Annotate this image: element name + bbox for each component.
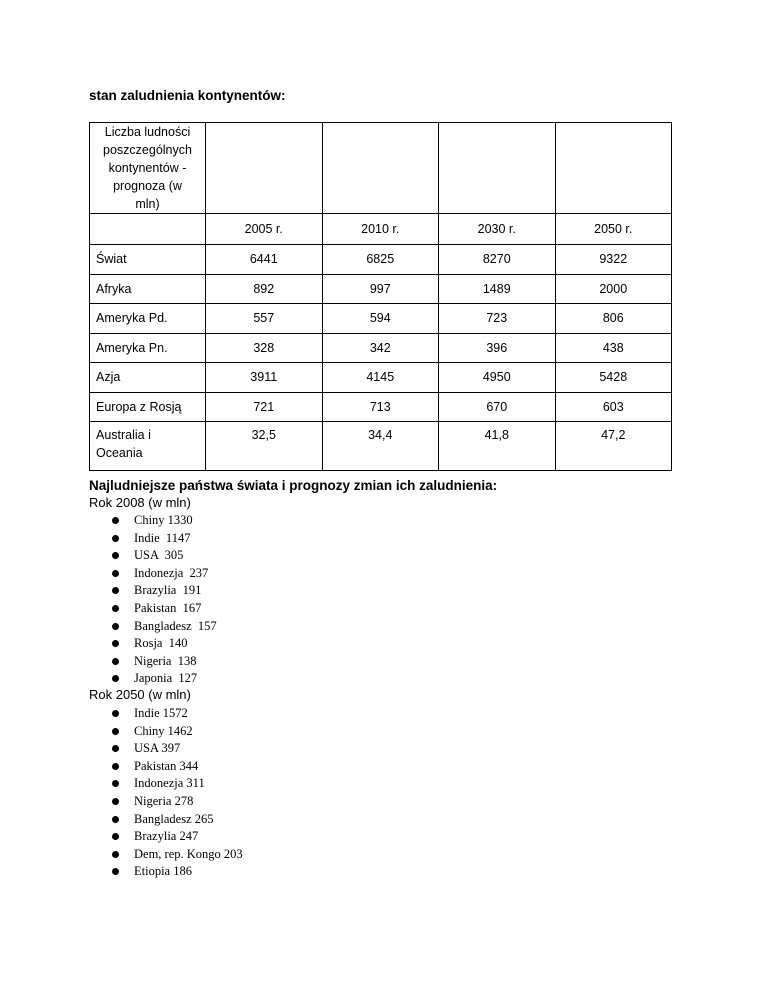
list-item (0, 653, 217, 671)
list-item-text: Indonezja 311 (134, 776, 205, 791)
table-cell: 3911 (206, 363, 323, 393)
table-cell: 6825 (322, 245, 439, 275)
list-item (0, 758, 243, 776)
bullet-icon (112, 745, 119, 752)
list-item-text: Japonia 127 (134, 671, 198, 686)
bullet-icon (112, 640, 119, 647)
empty-cell (206, 123, 323, 214)
list-item-text: Chiny 1462 (134, 723, 193, 738)
table-cell: 713 (322, 392, 439, 422)
list-item (0, 723, 243, 741)
list-item-text: Chiny 1330 (134, 513, 193, 527)
list-item (0, 828, 243, 846)
year-header: 2030 r. (439, 214, 556, 245)
table-header-row (90, 123, 672, 214)
bullet-icon (112, 623, 119, 630)
list-item-text: USA 305 (134, 548, 184, 563)
table-cell: 557 (206, 304, 323, 334)
list-item (0, 740, 243, 758)
table-cell: 342 (322, 333, 439, 363)
list-item-text: Bangladesz 265 (134, 811, 214, 826)
list-item (0, 793, 243, 811)
list-item-text: Bangladesz 157 (134, 618, 217, 633)
list-item (0, 775, 243, 793)
list-item (0, 635, 217, 653)
year-2008-heading: Rok 2008 (w mln) (89, 495, 191, 510)
section-title: Najludniejsze państwa świata i prognozy zmian ich zaludnienia: (89, 478, 498, 493)
table-cell: 4145 (322, 363, 439, 393)
table-cell: 438 (555, 333, 672, 363)
row-label: Azja (90, 363, 206, 393)
table-cell: 721 (206, 392, 323, 422)
bullet-icon (112, 675, 119, 682)
list-item-text: Pakistan 344 (134, 758, 199, 773)
table-cell: 1489 (439, 274, 556, 304)
list-item (0, 670, 217, 688)
list-item (0, 600, 217, 618)
list-item (0, 547, 217, 565)
list-item-text: Brazylia 247 (134, 829, 199, 844)
list-item (0, 811, 243, 829)
list-item-text: Indonezja 237 (134, 565, 209, 580)
bullet-icon (112, 816, 119, 823)
list-item-text: Rosja 140 (134, 636, 188, 651)
table-row (90, 363, 672, 393)
table-cell: 806 (555, 304, 672, 334)
table-corner-header: Liczba ludności poszczególnych kontynentów - prognoza (w mln) (90, 123, 206, 214)
bullet-icon (112, 570, 119, 577)
year-header: 2010 r. (322, 214, 439, 245)
table-cell: 594 (322, 304, 439, 334)
row-label: Afryka (90, 274, 206, 304)
bullet-icon (112, 552, 119, 559)
bullet-icon (112, 587, 119, 594)
list-item-text: Etiopia 186 (134, 864, 192, 879)
year-2050-heading: Rok 2050 (w mln) (89, 687, 191, 702)
table-cell: 328 (206, 333, 323, 363)
table-row (90, 392, 672, 422)
table-cell: 997 (322, 274, 439, 304)
list-item (0, 530, 217, 548)
bullet-icon (112, 798, 119, 805)
list-item (0, 863, 243, 881)
list-item (0, 565, 217, 583)
table-cell: 34,4 (322, 422, 439, 471)
row-label: Australia i Oceania (90, 422, 206, 471)
bullet-icon (112, 658, 119, 665)
bullet-icon (112, 517, 119, 524)
page-title: stan zaludnienia kontynentów: (89, 88, 286, 103)
empty-cell (90, 214, 206, 245)
bullet-icon (112, 728, 119, 735)
list-item (0, 582, 217, 600)
bullet-icon (112, 851, 119, 858)
list-item-text: Indie 1572 (134, 706, 188, 720)
table-year-row (90, 214, 672, 245)
row-label: Świat (90, 245, 206, 275)
table-cell: 6441 (206, 245, 323, 275)
population-table (89, 122, 672, 471)
list-item-text: Nigeria 278 (134, 793, 194, 808)
year-2050-list (0, 705, 243, 881)
row-label: Ameryka Pn. (90, 333, 206, 363)
empty-cell (439, 123, 556, 214)
bullet-icon (112, 763, 119, 770)
table-row (90, 274, 672, 304)
table-cell: 4950 (439, 363, 556, 393)
list-item-text: USA 397 (134, 741, 181, 756)
bullet-icon (112, 605, 119, 612)
table-cell: 2000 (555, 274, 672, 304)
list-item-text: Dem, rep. Kongo 203 (134, 846, 243, 861)
table-cell: 892 (206, 274, 323, 304)
table-cell: 396 (439, 333, 556, 363)
table-cell: 47,2 (555, 422, 672, 471)
year-header: 2005 r. (206, 214, 323, 245)
list-item-text: Pakistan 167 (134, 600, 202, 615)
bullet-icon (112, 868, 119, 875)
list-item (0, 618, 217, 636)
table-cell: 670 (439, 392, 556, 422)
list-item (0, 846, 243, 864)
bullet-icon (112, 535, 119, 542)
table-row (90, 304, 672, 334)
table-cell: 8270 (439, 245, 556, 275)
list-item-text: Nigeria 138 (134, 653, 197, 668)
year-2008-list (0, 512, 217, 688)
empty-cell (555, 123, 672, 214)
list-item-text: Brazylia 191 (134, 583, 202, 598)
bullet-icon (112, 710, 119, 717)
table-cell: 723 (439, 304, 556, 334)
row-label: Ameryka Pd. (90, 304, 206, 334)
row-label: Europa z Rosją (90, 392, 206, 422)
table-cell: 9322 (555, 245, 672, 275)
table-cell: 32,5 (206, 422, 323, 471)
year-header: 2050 r. (555, 214, 672, 245)
list-item (0, 705, 243, 723)
table-cell: 5428 (555, 363, 672, 393)
bullet-icon (112, 833, 119, 840)
table-row (90, 422, 672, 471)
bullet-icon (112, 780, 119, 787)
list-item (0, 512, 217, 530)
table-cell: 603 (555, 392, 672, 422)
table-row (90, 245, 672, 275)
empty-cell (322, 123, 439, 214)
table-cell: 41,8 (439, 422, 556, 471)
table-row (90, 333, 672, 363)
list-item-text: Indie 1147 (134, 530, 191, 545)
